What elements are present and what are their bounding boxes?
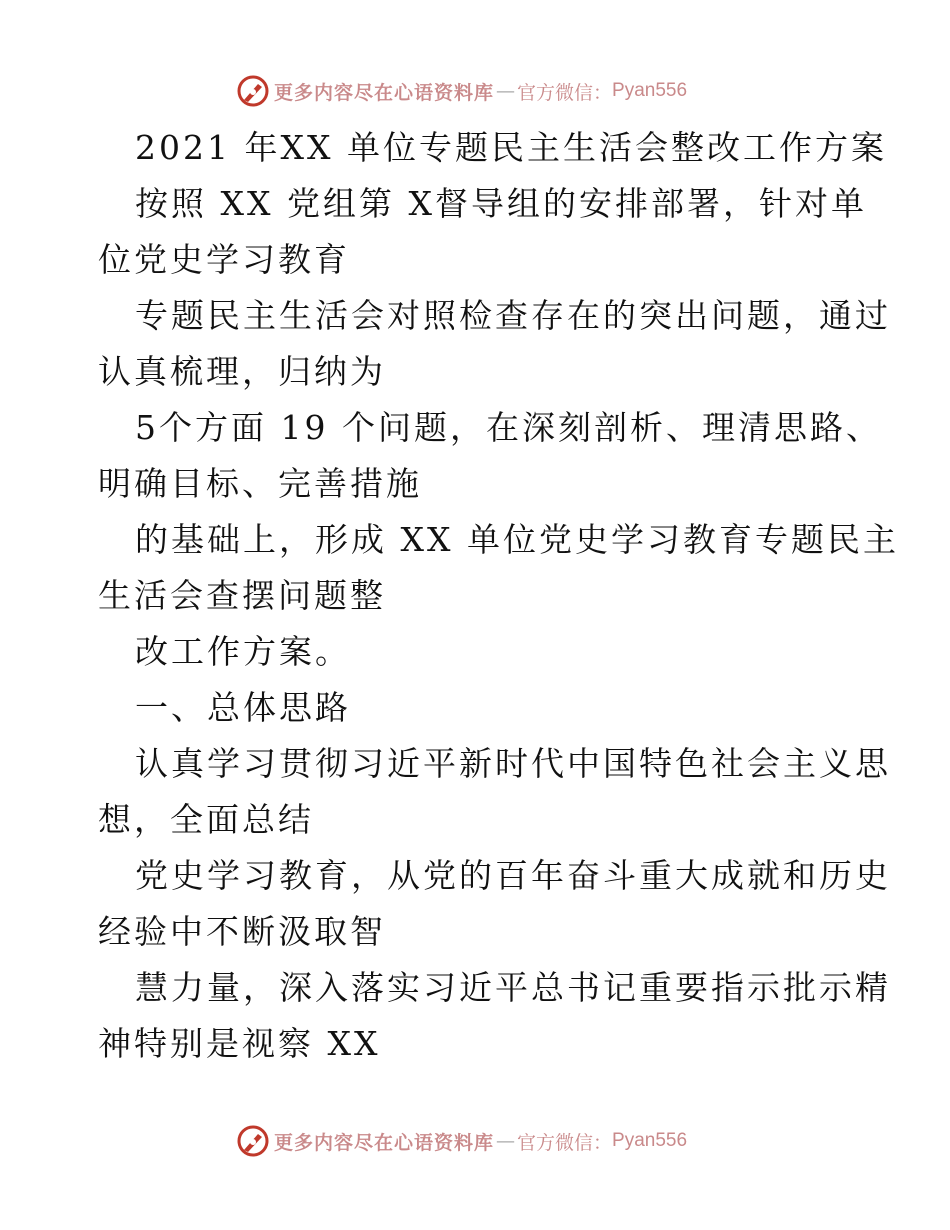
watermark-dash: — — [496, 80, 516, 102]
section-heading: 一、总体思路 — [135, 688, 351, 727]
paragraph-line: 位党史学习教育 — [98, 240, 350, 279]
watermark-wechat-label: 官方微信： — [517, 1131, 613, 1154]
paragraph-line: 专题民主生活会对照检查存在的突出问题，通过 — [135, 296, 891, 335]
watermark-main-text: 更多内容尽在心语资料库 — [274, 1131, 495, 1154]
watermark-dash: — — [496, 1130, 516, 1152]
document-title: 2021 年XX 单位专题民主生活会整改工作方案 — [135, 128, 887, 167]
paragraph-line: 经验中不断汲取智 — [98, 912, 386, 951]
paragraph-line: 的基础上，形成 XX 单位党史学习教育专题民主 — [135, 520, 899, 559]
paragraph-line: 5个方面 19 个问题，在深刻剖析、理清思路、 — [135, 408, 882, 447]
pen-logo-icon — [236, 1124, 270, 1158]
footer-watermark — [236, 1121, 687, 1161]
paragraph-line: 党史学习教育，从党的百年奋斗重大成就和历史 — [135, 856, 891, 895]
document-body — [98, 120, 899, 1072]
paragraph-line: 神特别是视察 XX — [98, 1024, 381, 1063]
paragraph-line: 认真学习贯彻习近平新时代中国特色社会主义思 — [135, 744, 891, 783]
pen-logo-icon — [236, 74, 270, 108]
watermark-wechat-label: 官方微信： — [517, 81, 613, 104]
paragraph-line: 明确目标、完善措施 — [98, 464, 422, 503]
paragraph-line: 认真梳理，归纳为 — [98, 352, 386, 391]
watermark-wechat-id: Pyan556 — [612, 80, 688, 101]
paragraph-line: 改工作方案。 — [135, 632, 351, 671]
header-watermark — [236, 71, 687, 111]
watermark-wechat-id: Pyan556 — [612, 1130, 688, 1151]
paragraph-line: 生活会查摆问题整 — [98, 576, 386, 615]
paragraph-line: 慧力量，深入落实习近平总书记重要指示批示精 — [135, 968, 891, 1007]
watermark-main-text: 更多内容尽在心语资料库 — [274, 81, 495, 104]
paragraph-line: 想，全面总结 — [98, 800, 314, 839]
paragraph-line: 按照 XX 党组第 X督导组的安排部署，针对单 — [135, 184, 867, 223]
